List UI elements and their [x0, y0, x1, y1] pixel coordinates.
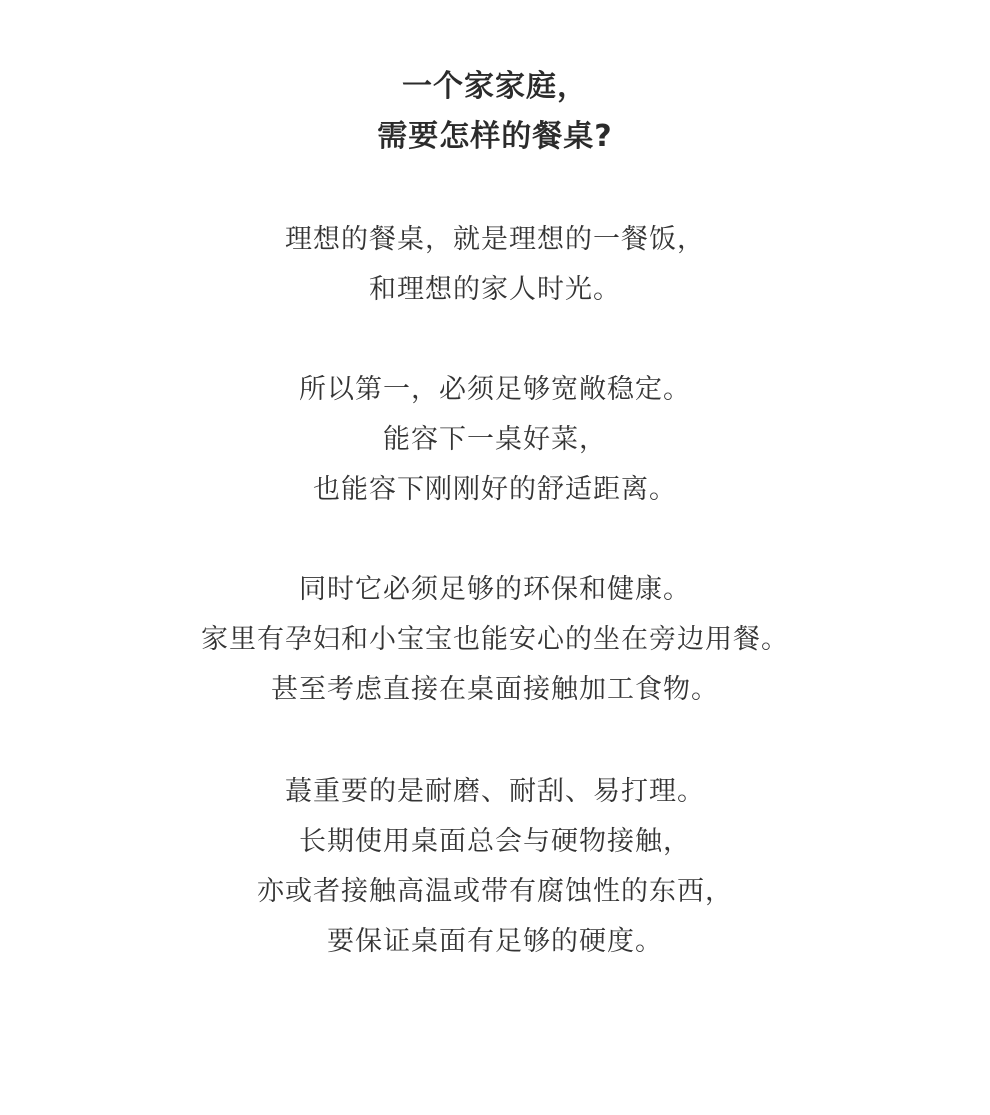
title-line: 需要怎样的餐桌? — [377, 119, 613, 154]
paragraph-line: 要保证桌面有足够的硬度。 — [327, 926, 663, 957]
paragraph-line: 和理想的家人时光。 — [369, 274, 621, 305]
paragraph-line: 所以第一，必须足够宽敞稳定。 — [299, 374, 691, 405]
title-line: 一个家家庭， — [402, 69, 588, 104]
paragraph-line: 理想的餐桌，就是理想的一餐饭， — [285, 224, 705, 255]
paragraph-line: 长期使用桌面总会与硬物接触， — [299, 826, 691, 857]
article-title — [0, 62, 990, 162]
paragraph-stability — [0, 365, 990, 515]
paragraph-line: 甚至考虑直接在桌面接触加工食物。 — [271, 674, 719, 705]
paragraph-line: 也能容下刚刚好的舒适距离。 — [313, 474, 677, 505]
paragraph-durability — [0, 767, 990, 967]
paragraph-ideal-table — [0, 215, 990, 315]
paragraph-line: 能容下一桌好菜， — [383, 424, 607, 455]
paragraph-line: 同时它必须足够的环保和健康。 — [299, 574, 691, 605]
paragraph-line: 家里有孕妇和小宝宝也能安心的坐在旁边用餐。 — [201, 624, 789, 655]
paragraph-health — [0, 565, 990, 715]
paragraph-line: 亦或者接触高温或带有腐蚀性的东西， — [257, 876, 733, 907]
paragraph-line: 蕞重要的是耐磨、耐刮、易打理。 — [285, 776, 705, 807]
